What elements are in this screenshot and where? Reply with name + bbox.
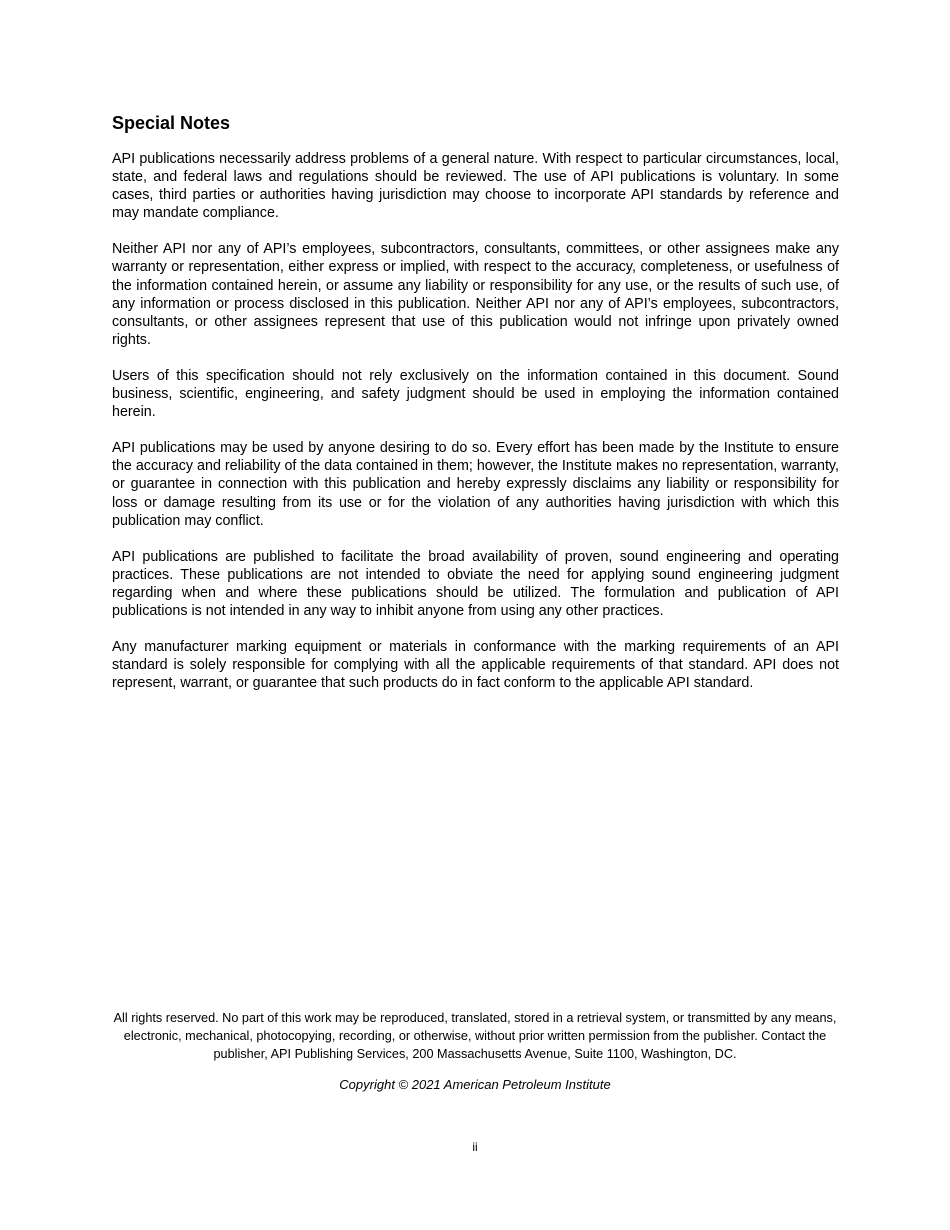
- special-notes-body: [112, 150, 839, 710]
- paragraph-liability-disclaimer: API publications may be used by anyone desiring to do so. Every effort has been made by the Institute to ensure the accuracy and reliability of the data contained in them; however, the Institute makes no representation, warranty, or guarantee in connection with this publication and hereby expressly disclaims any liability or responsibility for loss or damage resulting from its use or for the violation of any authorities having jurisdiction with which this publication may conflict.: [112, 440, 839, 529]
- page-number: ii: [472, 1140, 478, 1154]
- paragraph-purpose: API publications are published to facilitate the broad availability of proven, sound engineering and operating practices. These publications are not intended to obviate the need for applying sound engineering judgment regarding when and where these publications should be utilized. The formulation and publication of API publications is not intended in any way to inhibit anyone from using any other practices.: [112, 548, 839, 619]
- paragraph-user-judgment: Users of this specification should not rely exclusively on the information contained in this document. Sound business, scientific, engineering, and safety judgment should be used in employing the information contained herein.: [112, 367, 839, 421]
- paragraph-warranty-disclaimer: Neither API nor any of API’s employees, subcontractors, consultants, committees, or other assignees make any warranty or representation, either express or implied, with respect to the accuracy, completeness, or usefulness of the information contained herein, or assume any liability or responsibility for any use, or the results of such use, of any information or process disclosed in this publication. Neither API nor any of API’s employees, subcontractors, consultants, or other assignees represent that use of this publication would not infringe upon privately owned rights.: [112, 241, 839, 348]
- copyright-line: Copyright © 2021 American Petroleum Institute: [339, 1077, 611, 1092]
- rights-reserved-notice: All rights reserved. No part of this work may be reproduced, translated, stored in a retrieval system, or transmitted by any means, electronic, mechanical, photocopying, recording, or otherwise, without prior written permission from the publisher. Contact the publisher, API Publishing Services, 200 Massachusetts Avenue, Suite 1100, Washington, DC.: [113, 1011, 837, 1061]
- paragraph-applicability: API publications necessarily address problems of a general nature. With respect to particular circumstances, local, state, and federal laws and regulations should be reviewed. The use of API publications is voluntary. In some cases, third parties or authorities having jurisdiction may choose to incorporate API standards by reference and may mandate compliance.: [112, 151, 839, 222]
- page-title: Special Notes: [112, 113, 231, 133]
- paragraph-manufacturer-responsibility: Any manufacturer marking equipment or materials in conformance with the marking requirements of an API standard is solely responsible for complying with all the applicable requirements of that standard. API does not represent, warrant, or guarantee that such products do in fact conform to the applicable API standard.: [112, 639, 839, 692]
